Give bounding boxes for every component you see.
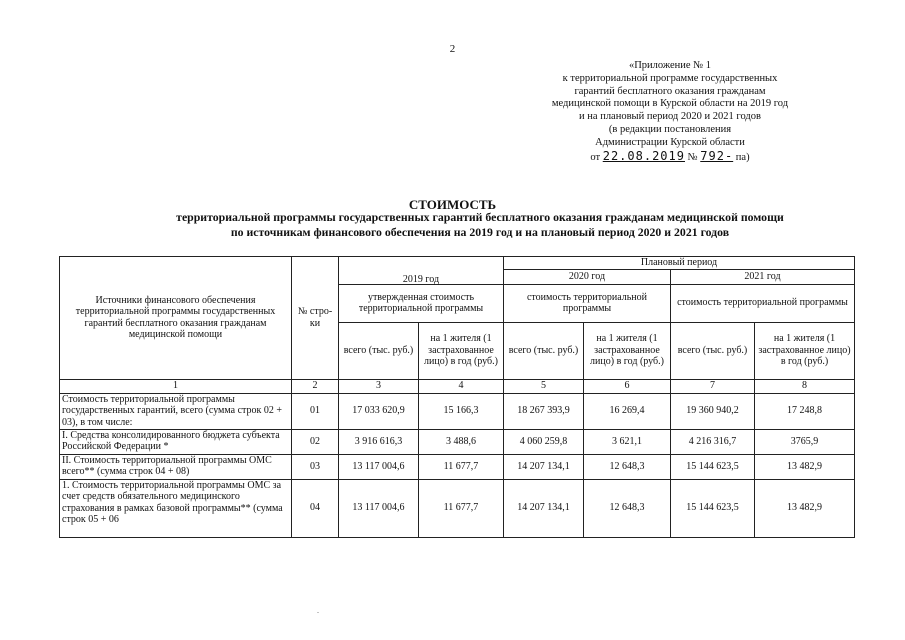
value-2021-per-capita: 17 248,8 (755, 393, 855, 429)
column-number-row (60, 379, 855, 393)
value-2019-total: 3 916 616,3 (339, 429, 419, 454)
value-2020-per-capita: 12 648,3 (584, 454, 671, 479)
number-suffix: па) (735, 151, 750, 163)
value-2019-total: 17 033 620,9 (339, 393, 419, 429)
col-number: 7 (671, 379, 755, 393)
row-no: 03 (292, 454, 339, 479)
header-total-2019: всего (тыс. руб.) (339, 322, 419, 379)
header-program-cost-2020: стоимость территориальной программы (504, 284, 671, 322)
header-approved-cost: 2019 год утвержденная стоимость территориальной программы (339, 284, 504, 322)
value-2020-per-capita: 3 621,1 (584, 429, 671, 454)
table-row (60, 454, 855, 479)
appendix-line: Администрации Курской области (595, 136, 745, 148)
row-label: 1. Стоимость территориальной программы ОМС за счет средств обязательного медицинского страхования в рамках базовой программы** (сумма строк 05 + 06 (60, 479, 292, 537)
value-2020-per-capita: 16 269,4 (584, 393, 671, 429)
approved-cost-label: утвержденная стоимость территориальной программы (358, 291, 484, 314)
appendix-line: (в редакции постановления (608, 123, 732, 135)
appendix-line: медицинской помощи в Курской области на 2019 год (551, 98, 789, 110)
document-title: СТОИМОСТЬ (408, 197, 497, 212)
appendix-line: гарантий бесплатного оказания гражданам (574, 85, 766, 97)
number-label: № (687, 151, 698, 163)
row-label: II. Стоимость территориальной программы ОМС всего** (сумма строк 04 + 08) (60, 454, 292, 479)
header-per-capita-2020: на 1 жителя (1 застрахованное лицо) в год (руб.) (584, 322, 671, 379)
col-number: 5 (504, 379, 584, 393)
value-2021-total: 15 144 623,5 (671, 454, 755, 479)
row-no: 01 (292, 393, 339, 429)
value-2021-total: 15 144 623,5 (671, 479, 755, 537)
value-2021-per-capita: 13 482,9 (755, 454, 855, 479)
scan-speck: . (317, 606, 319, 615)
subtitle-line: по источникам финансового обеспечения на 2019 год и на плановый период 2020 и 2021 годов (230, 224, 730, 239)
header-total-2021: всего (тыс. руб.) (671, 322, 755, 379)
cost-table (59, 256, 855, 538)
appendix-line: «Приложение № 1 (628, 60, 712, 71)
value-2021-total: 19 360 940,2 (671, 393, 755, 429)
header-total-2020: всего (тыс. руб.) (504, 322, 584, 379)
col-number: 1 (60, 379, 292, 393)
value-2020-total: 14 207 134,1 (504, 454, 584, 479)
row-label: I. Средства консолидированного бюджета субъекта Российской Федерации * (60, 429, 292, 454)
value-2019-per-capita: 15 166,3 (419, 393, 504, 429)
date-prefix: от (590, 151, 601, 163)
page-number: 2 (449, 43, 456, 55)
value-2021-per-capita: 13 482,9 (755, 479, 855, 537)
header-program-cost-2021: стоимость территориальной программы (671, 284, 855, 322)
value-2020-total: 4 060 259,8 (504, 429, 584, 454)
header-planned-period: Плановый период (504, 257, 855, 270)
table-row (60, 479, 855, 537)
row-no: 04 (292, 479, 339, 537)
value-2021-total: 4 216 316,7 (671, 429, 755, 454)
value-2019-total: 13 117 004,6 (339, 479, 419, 537)
header-per-capita-2021: на 1 жителя (1 застрахованное лицо) в год (руб.) (755, 322, 855, 379)
table-row (60, 429, 855, 454)
col-number: 2 (292, 379, 339, 393)
value-2019-total: 13 117 004,6 (339, 454, 419, 479)
value-2019-per-capita: 3 488,6 (419, 429, 504, 454)
appendix-note (520, 60, 820, 164)
col-number: 4 (419, 379, 504, 393)
value-2019-per-capita: 11 677,7 (419, 479, 504, 537)
row-no: 02 (292, 429, 339, 454)
value-2020-total: 18 267 393,9 (504, 393, 584, 429)
value-2020-total: 14 207 134,1 (504, 479, 584, 537)
col-number: 8 (755, 379, 855, 393)
table-row (60, 393, 855, 429)
header-year-2021: 2021 год (671, 269, 855, 284)
col-number: 6 (584, 379, 671, 393)
resolution-date-line (520, 150, 820, 165)
header-year-2020: 2020 год (504, 269, 671, 284)
document-subtitle (100, 210, 860, 239)
header-source: Источники финансового обеспечения территориальной программы государственных гарантий бесплатного оказания гражданам медицинской помощи (60, 257, 292, 380)
appendix-line: к территориальной программе государственных (562, 72, 778, 84)
col-number: 3 (339, 379, 419, 393)
value-2021-per-capita: 3765,9 (755, 429, 855, 454)
value-2020-per-capita: 12 648,3 (584, 479, 671, 537)
header-per-capita-2019: на 1 жителя (1 застрахованное лицо) в год (руб.) (419, 322, 504, 379)
resolution-number: 792- (700, 148, 734, 163)
subtitle-line: территориальной программы государственных гарантий бесплатного оказания гражданам медицинской помощи (176, 210, 784, 224)
row-label: Стоимость территориальной программы государственных гарантий, всего (сумма строк 02 + 03), в том числе: (60, 393, 292, 429)
header-row-no: № стро-ки (292, 257, 339, 380)
value-2019-per-capita: 11 677,7 (419, 454, 504, 479)
resolution-date: 22.08.2019 (602, 148, 685, 163)
appendix-line: и на плановый период 2020 и 2021 годов (579, 111, 761, 123)
